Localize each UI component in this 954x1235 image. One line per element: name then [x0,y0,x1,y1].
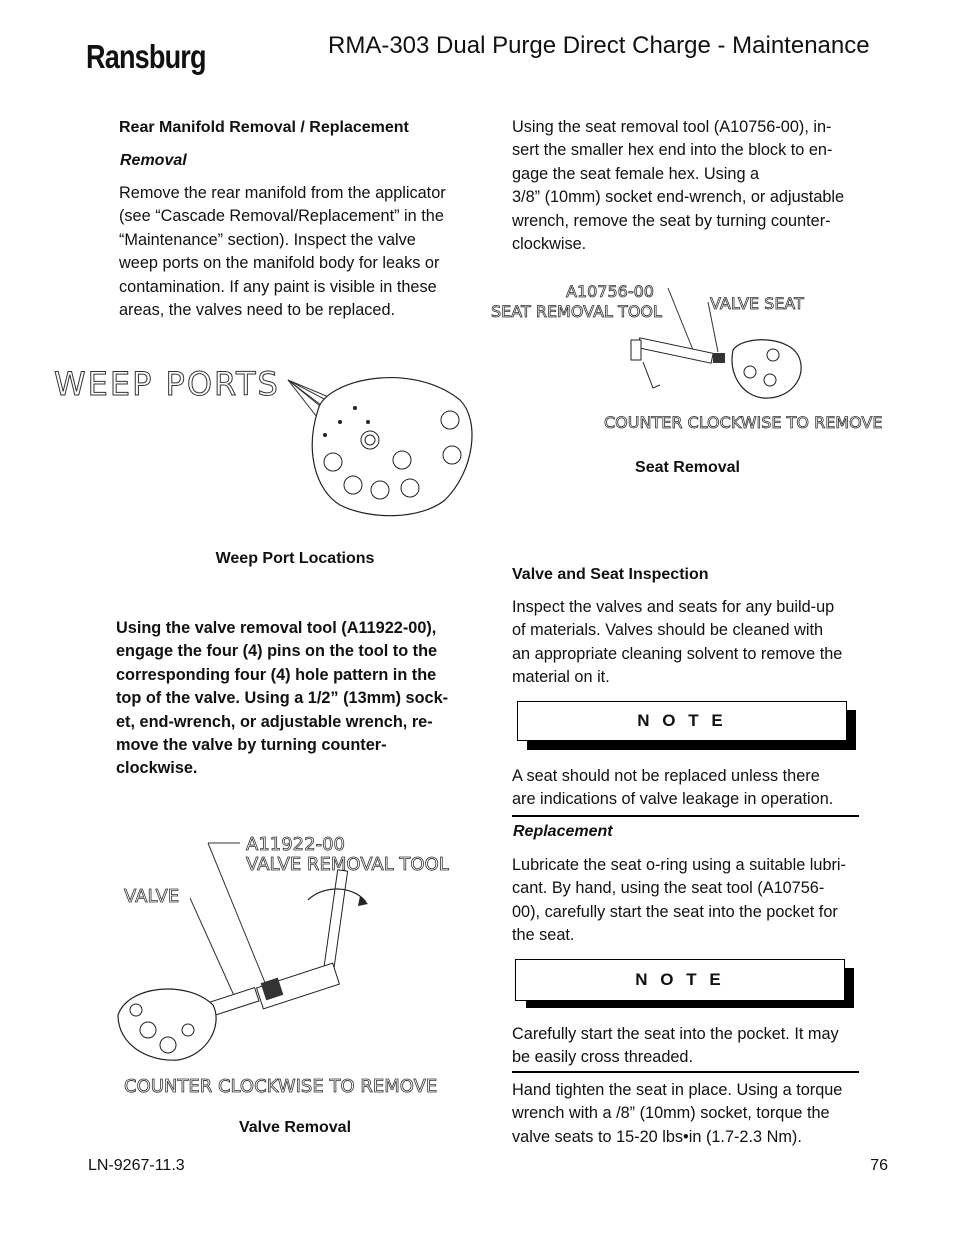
page-title: RMA-303 Dual Purge Direct Charge - Maintenance [328,32,870,59]
weep-ports-figure [50,360,480,525]
inspection-paragraph [512,596,872,690]
weep-ports-label: WEEP PORTS [54,365,280,403]
seat-tool-part-no: A10756-00 [566,282,654,301]
text-line: the seat. [512,926,575,945]
text-line: 3/8” (10mm) socket end-wrench, or adjustable [512,188,845,207]
seat-direction-label: COUNTER CLOCKWISE TO REMOVE [604,413,883,432]
text-line: contamination. If any paint is visible in these [119,277,437,296]
text-line: Remove the rear manifold from the applicator [119,184,446,202]
text-line: wrench with a /8” (10mm) socket, torque the [512,1104,830,1123]
replacement-paragraph [512,854,872,948]
text-line: corresponding four (4) hole pattern in the [116,665,437,684]
seat-tool-paragraph [512,116,872,256]
valve-direction-label: COUNTER CLOCKWISE TO REMOVE [124,1076,438,1097]
removal-subheading: Removal [120,152,187,169]
seat-tool-label: SEAT REMOVAL TOOL [491,302,662,321]
removal-paragraph [119,182,479,322]
replacement-subheading: Replacement [513,823,613,840]
divider [512,815,859,817]
doc-number: LN-9267-11.3 [88,1157,185,1174]
text-line: wrench, remove the seat by turning counter- [512,211,831,230]
text-line: an appropriate cleaning solvent to remove the [512,644,843,663]
brand-logo: Ransburg [86,38,206,75]
valve-seat-label: VALVE SEAT [710,294,804,313]
text-line: weep ports on the manifold body for leaks or [119,254,440,273]
text-line: Using the seat removal tool (A10756-00), in- [512,118,832,136]
text-line: A seat should not be replaced unless there [512,767,820,785]
weep-caption: Weep Port Locations [215,550,375,567]
text-line: “Maintenance” section). Inspect the valve [119,230,416,249]
valve-tool-part-no: A11922-00 [246,834,345,855]
text-line: sert the smaller hex end into the block to en- [512,141,833,160]
note1-text [512,765,872,812]
text-line: material on it. [512,668,610,687]
text-line: top of the valve. Using a 1/2” (13mm) sock- [116,689,449,708]
text-line: clockwise. [512,235,587,254]
note-box: N O T E [515,959,845,1001]
text-line: gage the seat female hex. Using a [512,164,760,183]
text-line: Lubricate the seat o-ring using a suitable lubri- [512,856,846,874]
text-line: et, end-wrench, or adjustable wrench, re- [116,712,433,731]
divider [512,1071,859,1073]
section-heading: Rear Manifold Removal / Replacement [119,119,409,136]
text-line: clockwise. [116,759,198,778]
text-line: of materials. Valves should be cleaned with [512,621,824,640]
valve-tool-label: VALVE REMOVAL TOOL [246,854,449,875]
seat-caption: Seat Removal [635,459,740,476]
inspection-heading: Valve and Seat Inspection [512,566,709,583]
valve-caption: Valve Removal [238,1119,352,1136]
page-number: 76 [870,1157,888,1174]
text-line: Inspect the valves and seats for any build-up [512,598,835,616]
valve-label: VALVE [124,886,180,907]
valve-tool-paragraph [116,617,481,781]
final-paragraph [512,1079,882,1149]
seat-removal-figure [488,280,898,435]
text-line: engage the four (4) pins on the tool to the [116,642,438,661]
text-line: Hand tighten the seat in place. Using a torque [512,1081,843,1099]
text-line: areas, the valves need to be replaced. [119,301,396,320]
text-line: valve seats to 15-20 lbs•in (1.7-2.3 Nm). [512,1127,802,1146]
text-line: move the valve by turning counter- [116,736,387,755]
text-line: (see “Cascade Removal/Replacement” in the [119,207,444,226]
text-line: Carefully start the seat into the pocket. It may [512,1025,839,1043]
text-line: are indications of valve leakage in operation. [512,790,834,809]
text-line: 00), carefully start the seat into the pocket for [512,902,838,921]
text-line: be easily cross threaded. [512,1048,694,1067]
text-line: Using the valve removal tool (A11922-00), [116,619,437,637]
valve-removal-figure [108,830,478,1100]
note2-text [512,1023,872,1070]
text-line: cant. By hand, using the seat tool (A10756- [512,879,825,898]
note-box: N O T E [517,701,847,741]
